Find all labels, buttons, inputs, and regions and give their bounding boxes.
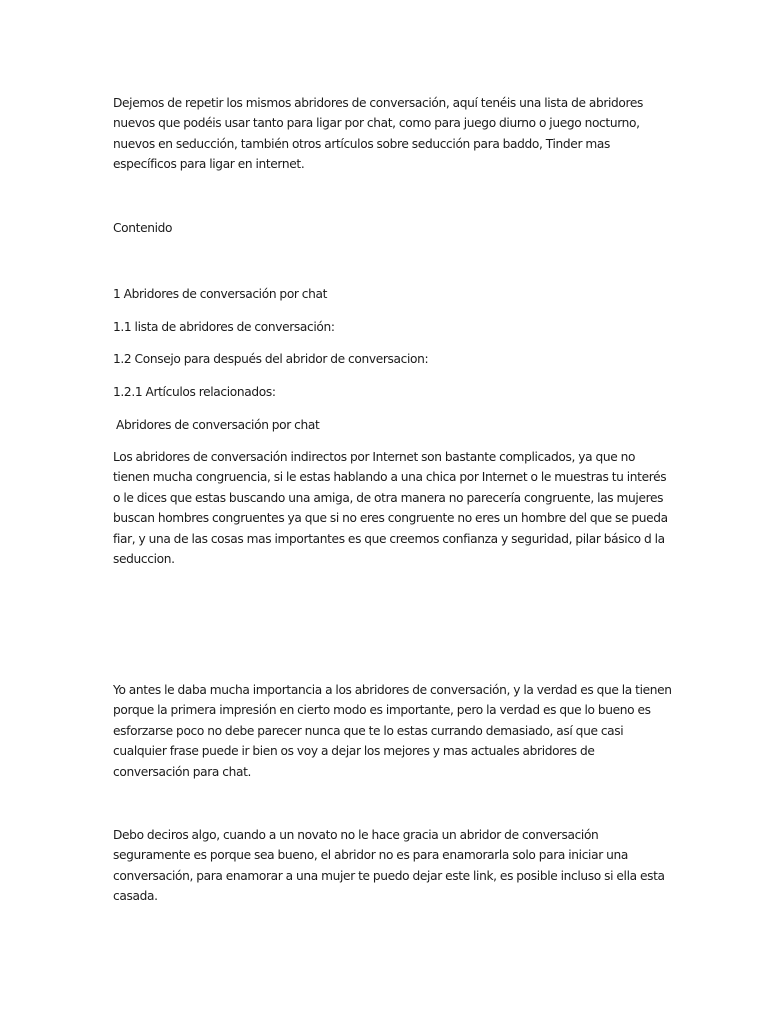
toc-item-1-2: 1.2 Consejo para después del abridor de conversacion:: [113, 352, 429, 366]
body-paragraph-3: Debo deciros algo, cuando a un novato no le hace gracia un abridor de conversación seguramente es porque sea bueno, el abridor no es para enamorarla solo para iniciar una conversación, para enamorar a una mujer te puedo dejar este link, es posible incluso si ella esta casada.: [113, 828, 665, 904]
contents-label: Contenido: [113, 221, 173, 235]
toc-item-1-1: 1.1 lista de abridores de conversación:: [113, 320, 335, 334]
toc-item-1: 1 Abridores de conversación por chat: [113, 287, 328, 301]
body-paragraph-1: Los abridores de conversación indirectos por Internet son bastante complicados, ya que no tienen mucha congruencia, si le estas hablando a una chica por Internet o le muestras tu interés o le dices que estas buscando una amiga, de otra manera no parecería congruente, las mujeres buscan hombres congruentes ya que si no eres congruente no eres un hombre del que se pueda fiar, y una de las cosas mas importantes es que creemos confianza y seguridad, pilar básico d la seduccion.: [113, 450, 668, 567]
toc-item-1-2-1: 1.2.1 Artículos relacionados:: [113, 385, 276, 399]
section-heading: Abridores de conversación por chat: [116, 418, 320, 432]
intro-paragraph: Dejemos de repetir los mismos abridores de conversación, aquí tenéis una lista de abridores nuevos que podéis usar tanto para ligar por chat, como para juego diurno o juego nocturno, nuevos en seducción, también otros artículos sobre seducción para baddo, Tinder mas específicos para ligar en internet.: [113, 96, 644, 172]
body-paragraph-2: Yo antes le daba mucha importancia a los abridores de conversación, y la verdad es que la tienen porque la primera impresión en cierto modo es importante, pero la verdad es que lo bueno es esforzarse poco no debe parecer nunca que te lo estas currando demasiado, así que casi cualquier frase puede ir bien os voy a dejar los mejores y mas actuales abridores de conversación para chat.: [113, 683, 672, 779]
